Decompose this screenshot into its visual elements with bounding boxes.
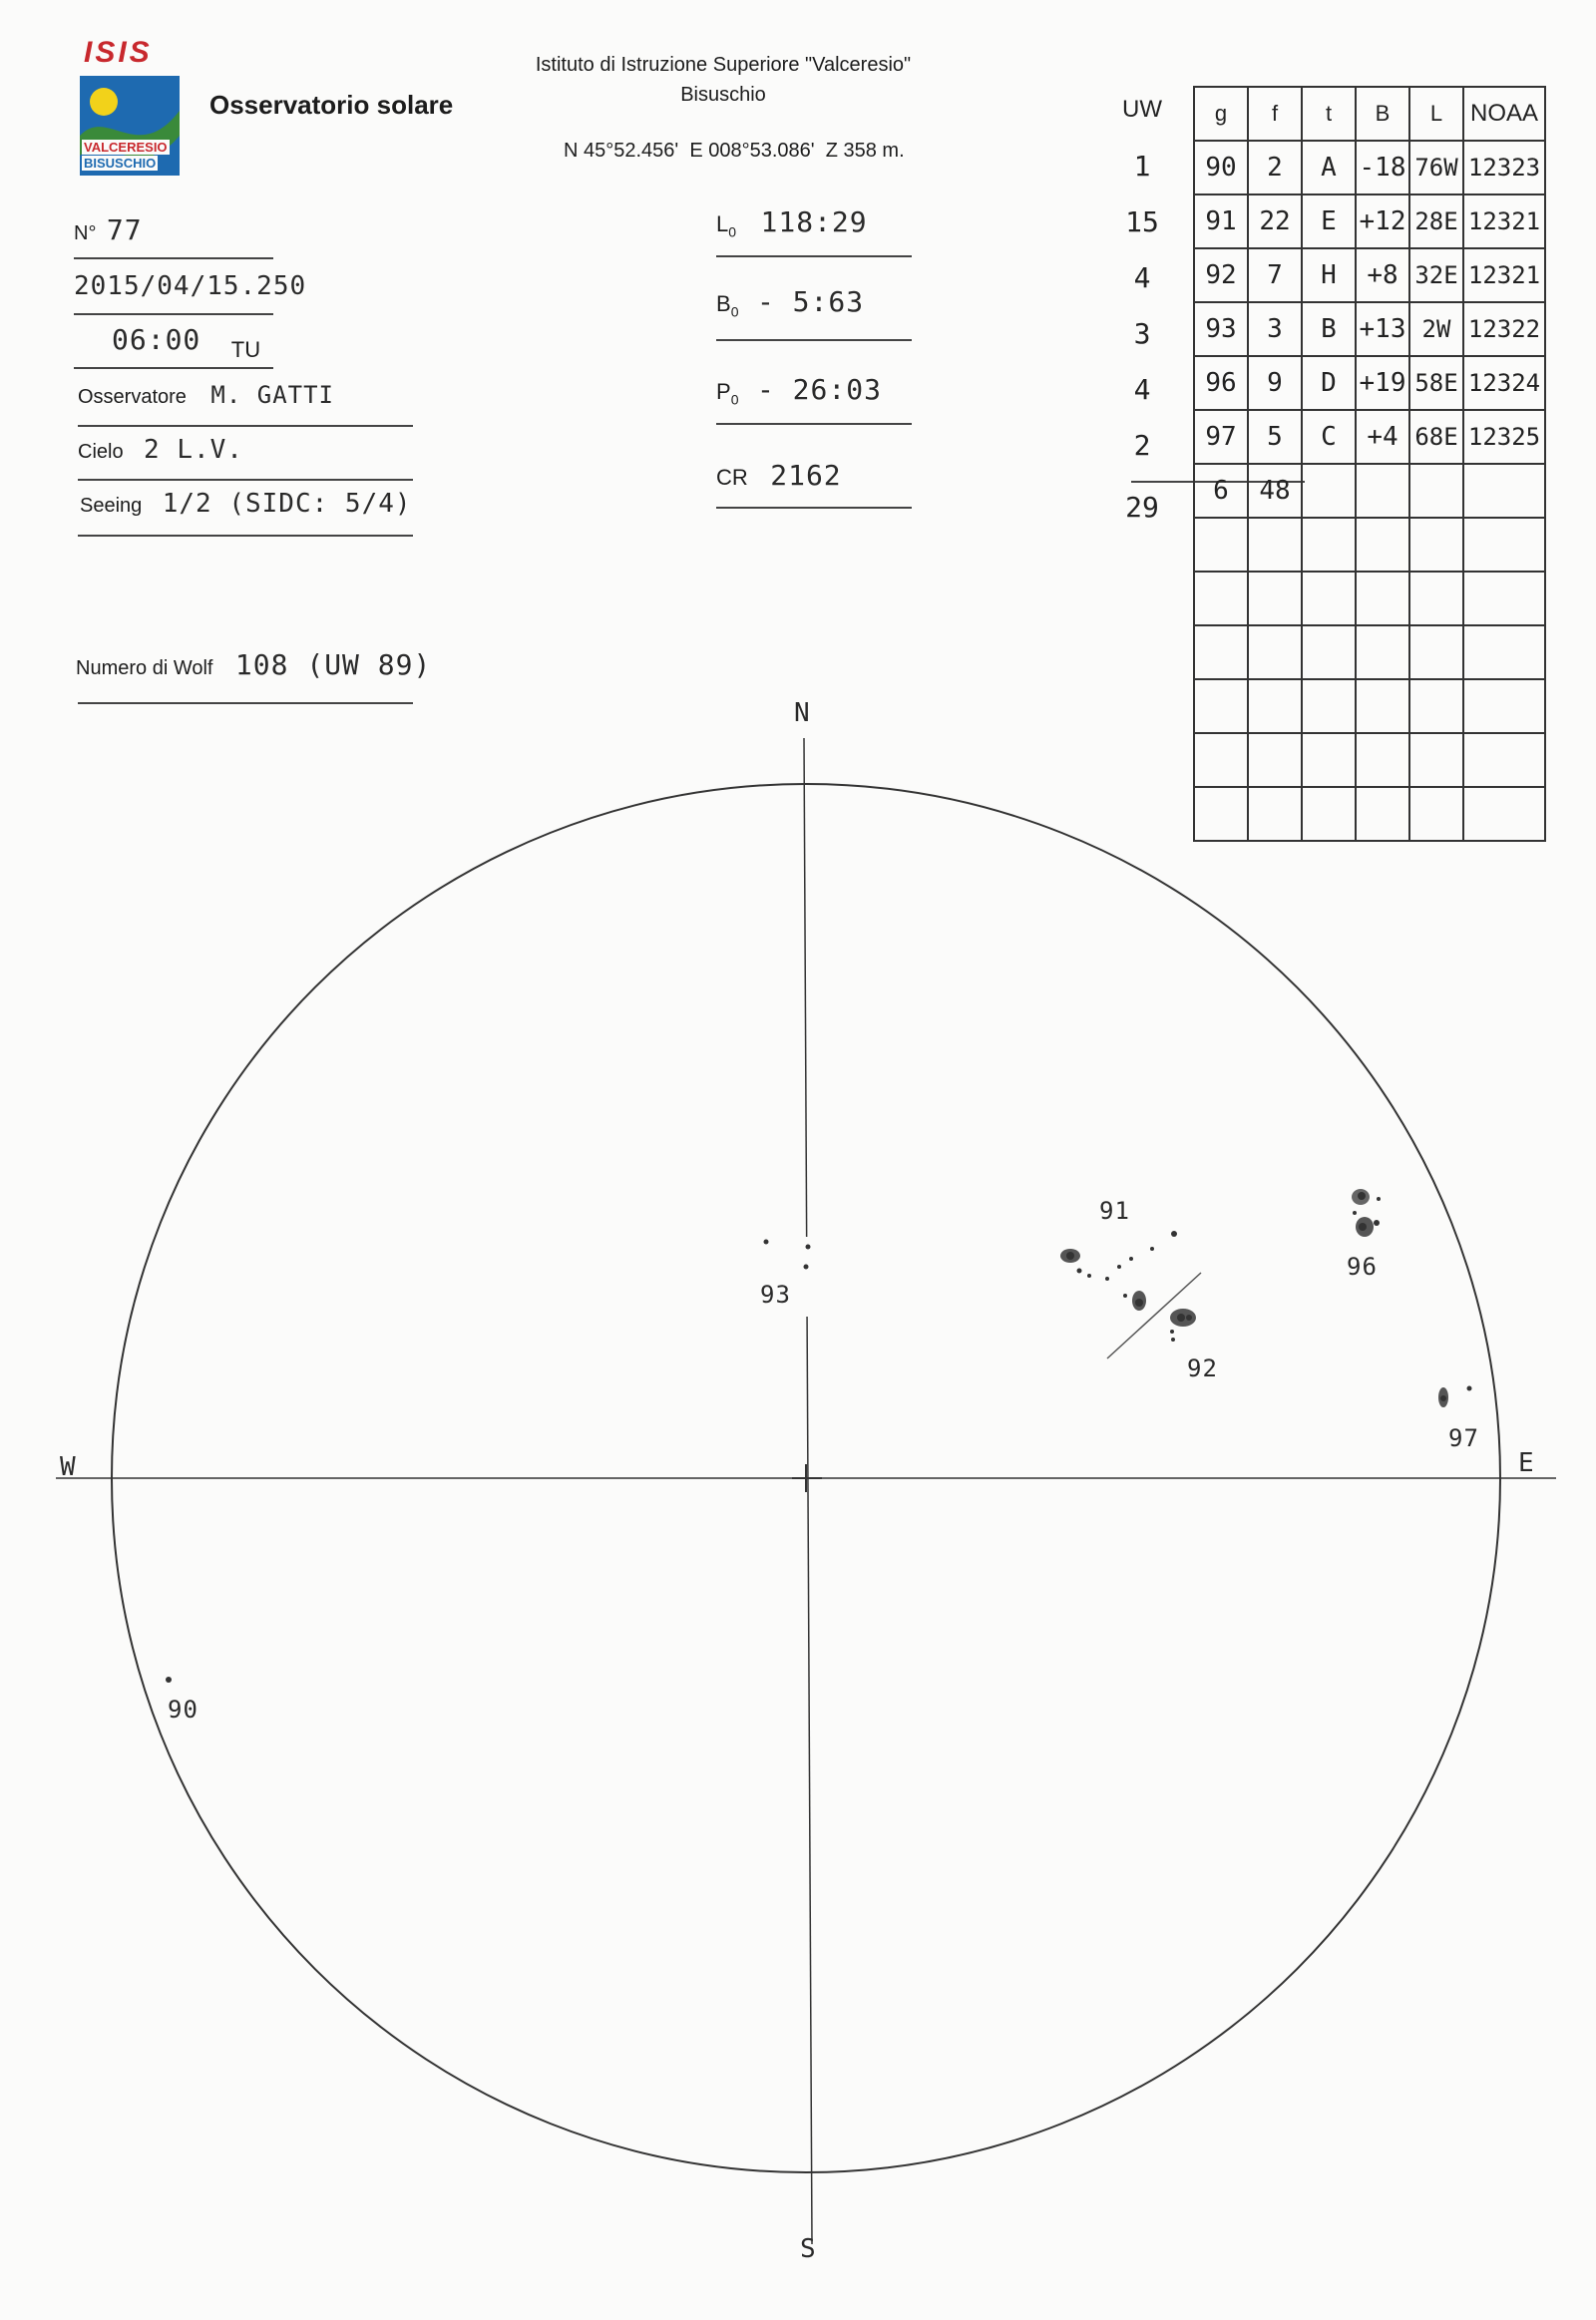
l0-value: 118:29 (760, 205, 868, 238)
table-cell: +19 (1356, 356, 1409, 410)
table-cell: C (1302, 410, 1356, 464)
table-cell: +13 (1356, 302, 1409, 356)
page-title: Osservatorio solare (209, 90, 454, 120)
compass-north: N (794, 698, 811, 728)
sky-value: 2 L.V. (144, 435, 243, 465)
cr-value: 2162 (770, 459, 842, 492)
sunspot-group-91 (1060, 1231, 1177, 1281)
table-cell: 12321 (1463, 248, 1545, 302)
group-label-93: 93 (760, 1281, 791, 1309)
table-cell: 58E (1409, 356, 1463, 410)
table-cell: 12321 (1463, 194, 1545, 248)
sunspot-group-90 (166, 1677, 172, 1683)
column-header-noaa: NOAA (1463, 87, 1545, 141)
table-cell: 92 (1194, 248, 1248, 302)
table-cell: 12322 (1463, 302, 1545, 356)
group-label-90: 90 (168, 1696, 199, 1724)
logo-line2: BISUSCHIO (84, 156, 157, 171)
total-spots: 48 (1248, 464, 1302, 518)
table-cell: E (1302, 194, 1356, 248)
wolf-number-label: Numero di Wolf (76, 657, 213, 679)
observation-number-value: 77 (106, 213, 143, 246)
compass-south: S (800, 2234, 817, 2264)
uw-value: 15 (1125, 205, 1159, 238)
uw-value: 1 (1133, 150, 1151, 183)
table-cell: A (1302, 141, 1356, 194)
observation-number-label: N° (74, 222, 97, 244)
sunspot-group-97 (1438, 1386, 1472, 1408)
table-cell: 96 (1194, 356, 1248, 410)
uw-value: 2 (1133, 429, 1151, 462)
sky-label: Cielo (78, 441, 124, 463)
table-cell: 28E (1409, 194, 1463, 248)
cr-label: CR (716, 465, 748, 490)
table-cell: B (1302, 302, 1356, 356)
compass-west: W (60, 1452, 77, 1482)
seeing-label: Seeing (80, 495, 143, 517)
logo-line1: VALCERESIO (84, 140, 168, 155)
observer-label: Osservatore (78, 386, 187, 408)
table-cell: H (1302, 248, 1356, 302)
table-cell: +4 (1356, 410, 1409, 464)
logo-wordmark: ISIS (84, 36, 153, 69)
observer-value: M. GATTI (210, 381, 334, 409)
table-cell: 7 (1248, 248, 1302, 302)
column-header-g: g (1194, 87, 1248, 141)
compass-east: E (1518, 1448, 1535, 1478)
column-header-b: B (1356, 87, 1409, 141)
table-cell: D (1302, 356, 1356, 410)
table-cell: +12 (1356, 194, 1409, 248)
table-cell: 91 (1194, 194, 1248, 248)
l0-label: $L_0$ (716, 211, 737, 240)
column-header-l: L (1409, 87, 1463, 141)
group-label-92: 92 (1187, 1354, 1218, 1382)
table-cell: 22 (1248, 194, 1302, 248)
group-label-96: 96 (1347, 1253, 1378, 1281)
b0-value: - 5:63 (756, 285, 865, 318)
table-cell: 93 (1194, 302, 1248, 356)
p0-value: - 26:03 (756, 373, 882, 406)
table-cell: 12325 (1463, 410, 1545, 464)
total-groups: 6 (1194, 464, 1248, 518)
wolf-number-value: 108 (UW 89) (234, 648, 432, 681)
table-cell: 68E (1409, 410, 1463, 464)
uw-value: 4 (1133, 373, 1151, 406)
sunspot-group-96 (1352, 1189, 1381, 1237)
table-cell: 12323 (1463, 141, 1545, 194)
table-cell: +8 (1356, 248, 1409, 302)
institute-name: Istituto di Istruzione Superiore "Valceresio" (535, 54, 912, 76)
column-header-f: f (1248, 87, 1302, 141)
seeing-value: 1/2 (SIDC: 5/4) (162, 489, 412, 519)
table-cell: 9 (1248, 356, 1302, 410)
p0-label: $P_0$ (716, 379, 739, 408)
table-cell: 5 (1248, 410, 1302, 464)
table-cell: 12324 (1463, 356, 1545, 410)
uw-value: 3 (1133, 317, 1151, 350)
b0-label: $B_0$ (716, 291, 739, 320)
table-cell: 2 (1248, 141, 1302, 194)
group-label-91: 91 (1099, 1197, 1130, 1225)
uw-column-header: UW (1122, 96, 1162, 123)
table-cell: 32E (1409, 248, 1463, 302)
table-cell: 2W (1409, 302, 1463, 356)
observatory-coordinates: N 45°52.456' E 008°53.086' Z 358 m. (564, 140, 905, 162)
observation-time-value: 06:00 (112, 323, 201, 356)
uw-value: 4 (1133, 261, 1151, 294)
column-header-t: t (1302, 87, 1356, 141)
institute-town: Bisuschio (680, 84, 766, 106)
table-cell: 3 (1248, 302, 1302, 356)
observation-date: 2015/04/15.250 (74, 271, 307, 301)
table-cell: 90 (1194, 141, 1248, 194)
uw-total: 29 (1125, 491, 1159, 524)
group-label-97: 97 (1448, 1424, 1479, 1452)
table-cell: -18 (1356, 141, 1409, 194)
observation-time-unit: TU (230, 337, 261, 362)
table-cell: 76W (1409, 141, 1463, 194)
table-cell: 97 (1194, 410, 1248, 464)
